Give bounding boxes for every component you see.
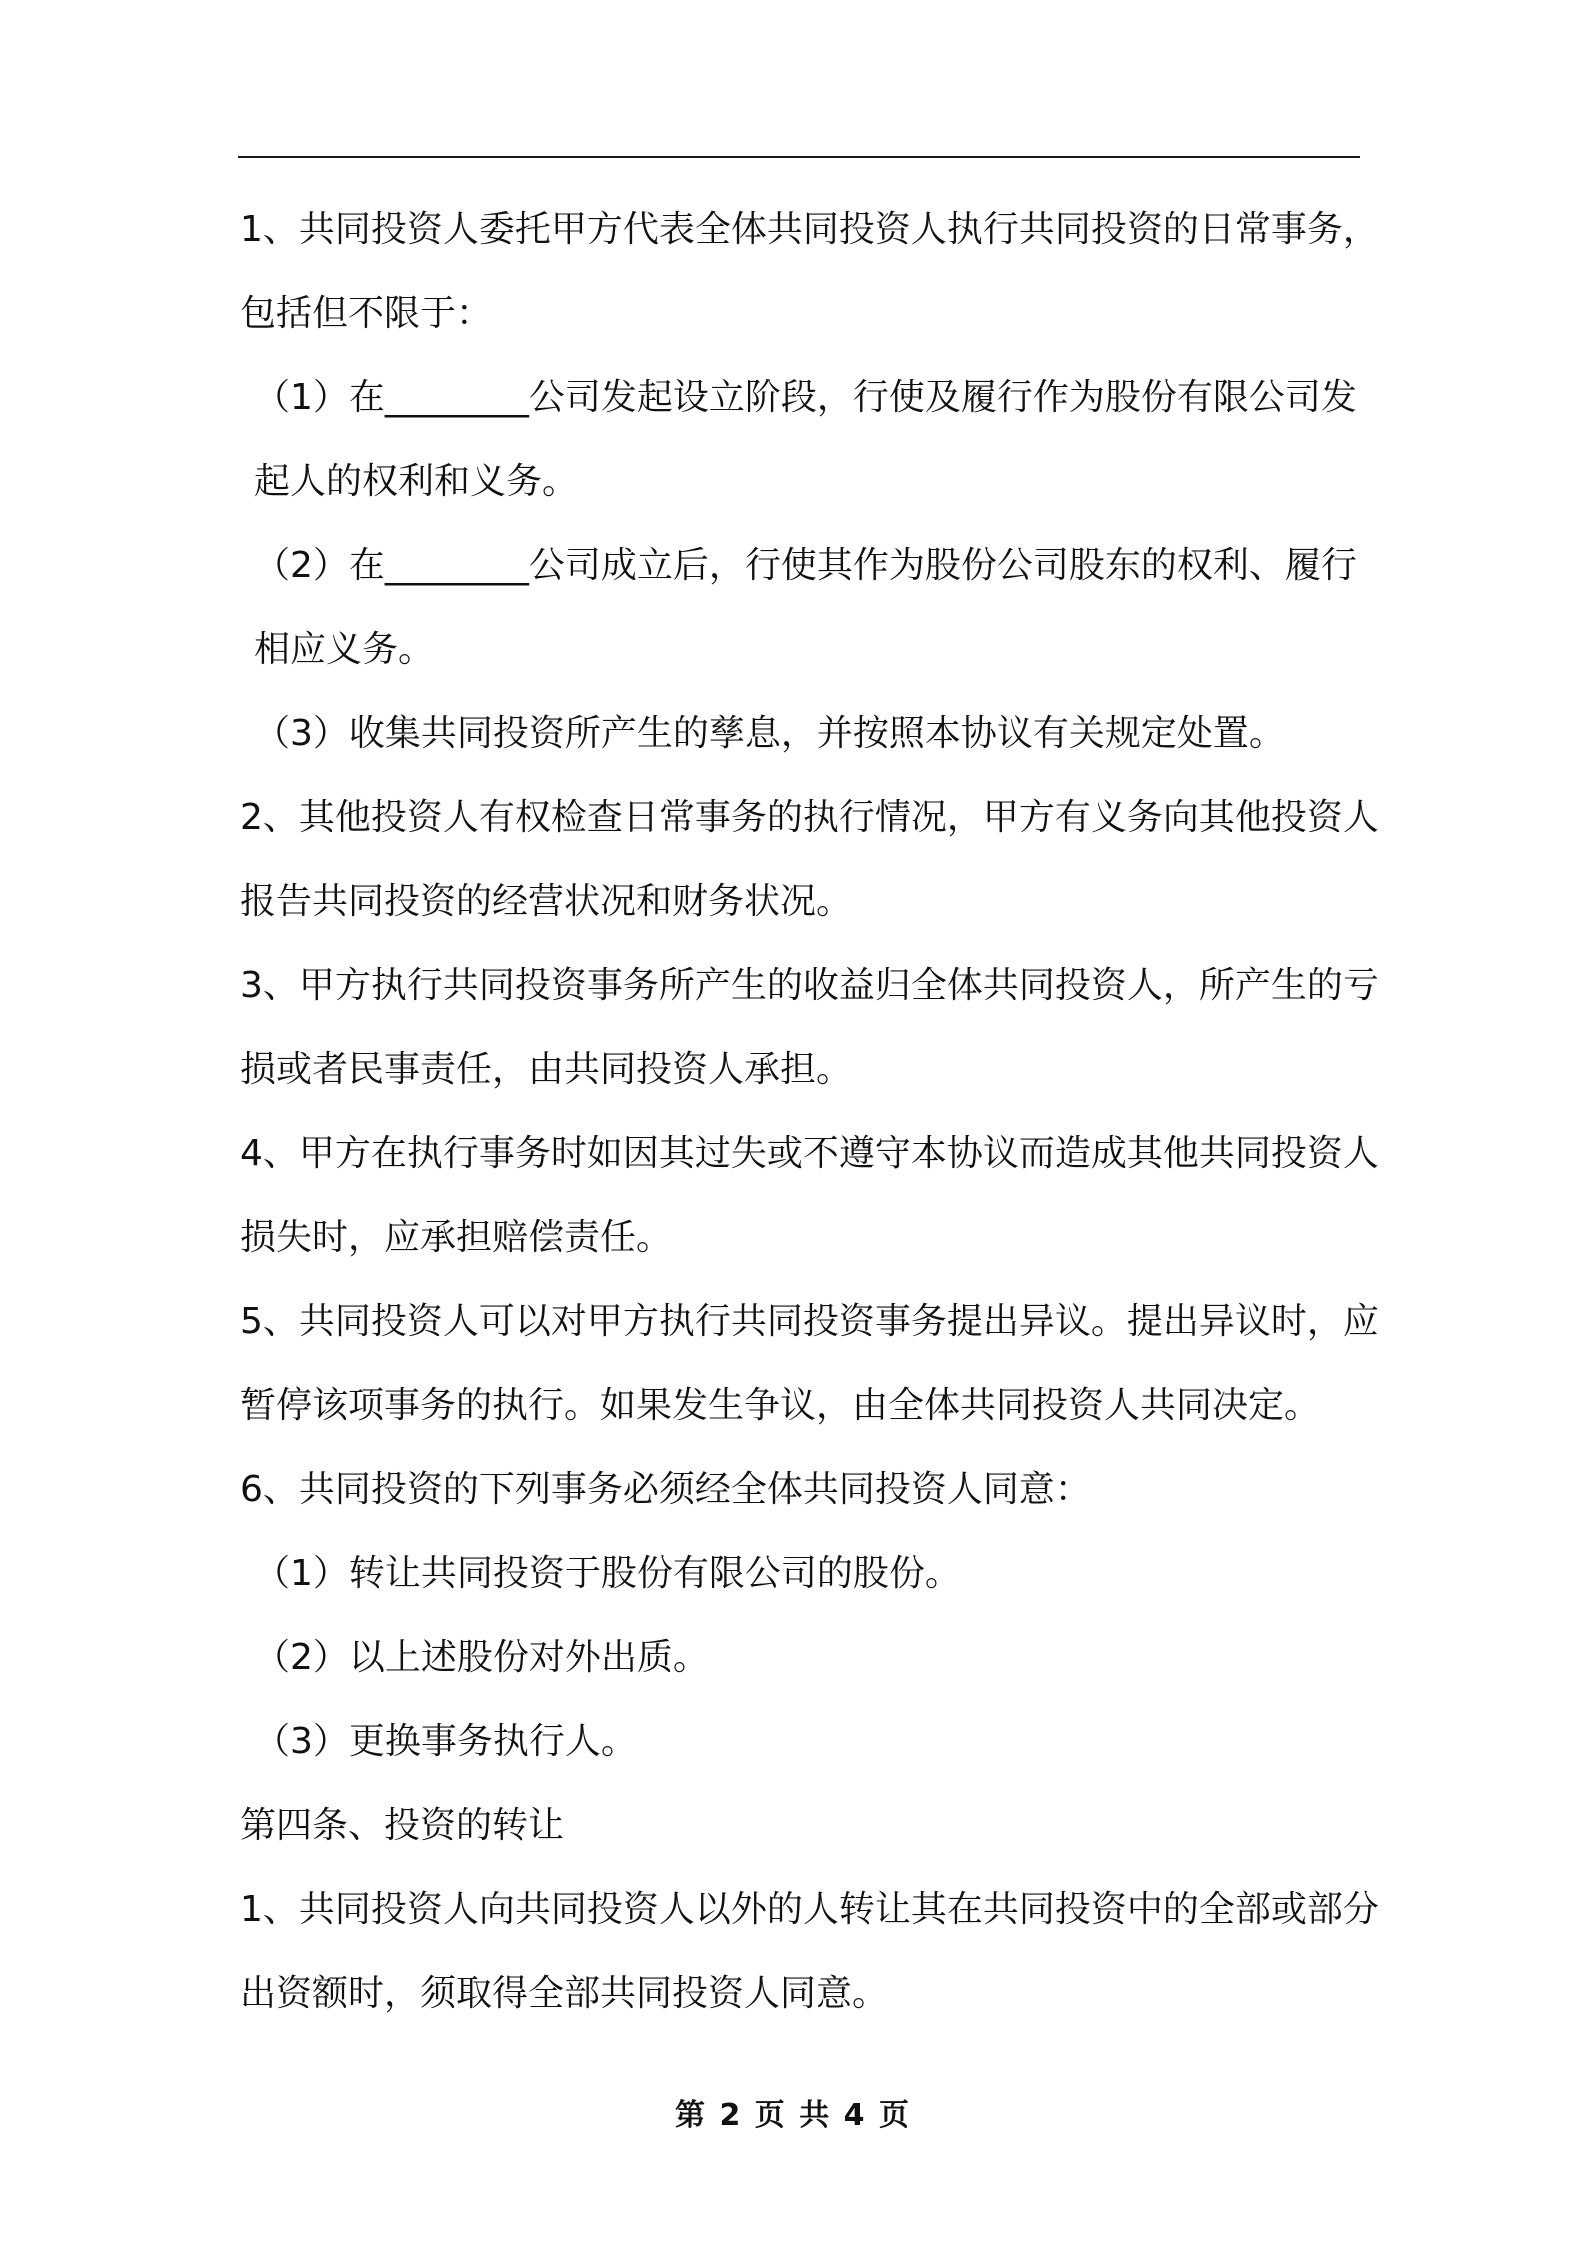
clause-2: 2、其他投资人有权检查日常事务的执行情况，甲方有义务向其他投资人报告共同投资的经营状况和财务状况。 [240, 797, 1379, 922]
header-rule [238, 156, 1360, 158]
clause-5: 5、共同投资人可以对甲方执行共同投资事务提出异议。提出异议时，应暂停该项事务的执行。如果发生争议，由全体共同投资人共同决定。 [240, 1301, 1379, 1426]
clause-6: 6、共同投资的下列事务必须经全体共同投资人同意： [240, 1469, 1091, 1510]
clause-1-item-1: （1）在________公司发起设立阶段，行使及履行作为股份有限公司发起人的权利和义务。 [254, 377, 1357, 502]
article-4-heading: 第四条、投资的转让 [240, 1805, 565, 1846]
clause-6-item-2: （2）以上述股份对外出质。 [254, 1637, 709, 1678]
page-number-footer: 第 2 页 共 4 页 [675, 2098, 911, 2133]
clause-6-item-3: （3）更换事务执行人。 [254, 1721, 637, 1762]
article-4-clause-1: 1、共同投资人向共同投资人以外的人转让其在共同投资中的全部或部分出资额时，须取得全部共同投资人同意。 [240, 1889, 1379, 2014]
clause-1: 1、共同投资人委托甲方代表全体共同投资人执行共同投资的日常事务，包括但不限于： [240, 209, 1379, 334]
clause-1-item-2: （2）在________公司成立后，行使其作为股份公司股东的权利、履行相应义务。 [254, 545, 1357, 670]
clause-3: 3、甲方执行共同投资事务所产生的收益归全体共同投资人，所产生的亏损或者民事责任，由共同投资人承担。 [240, 965, 1379, 1090]
clause-4: 4、甲方在执行事务时如因其过失或不遵守本协议而造成其他共同投资人损失时，应承担赔偿责任。 [240, 1133, 1379, 1258]
document-body [240, 188, 1380, 2036]
clause-6-item-1: （1）转让共同投资于股份有限公司的股份。 [254, 1553, 961, 1594]
clause-1-item-3: （3）收集共同投资所产生的孳息，并按照本协议有关规定处置。 [254, 713, 1285, 754]
